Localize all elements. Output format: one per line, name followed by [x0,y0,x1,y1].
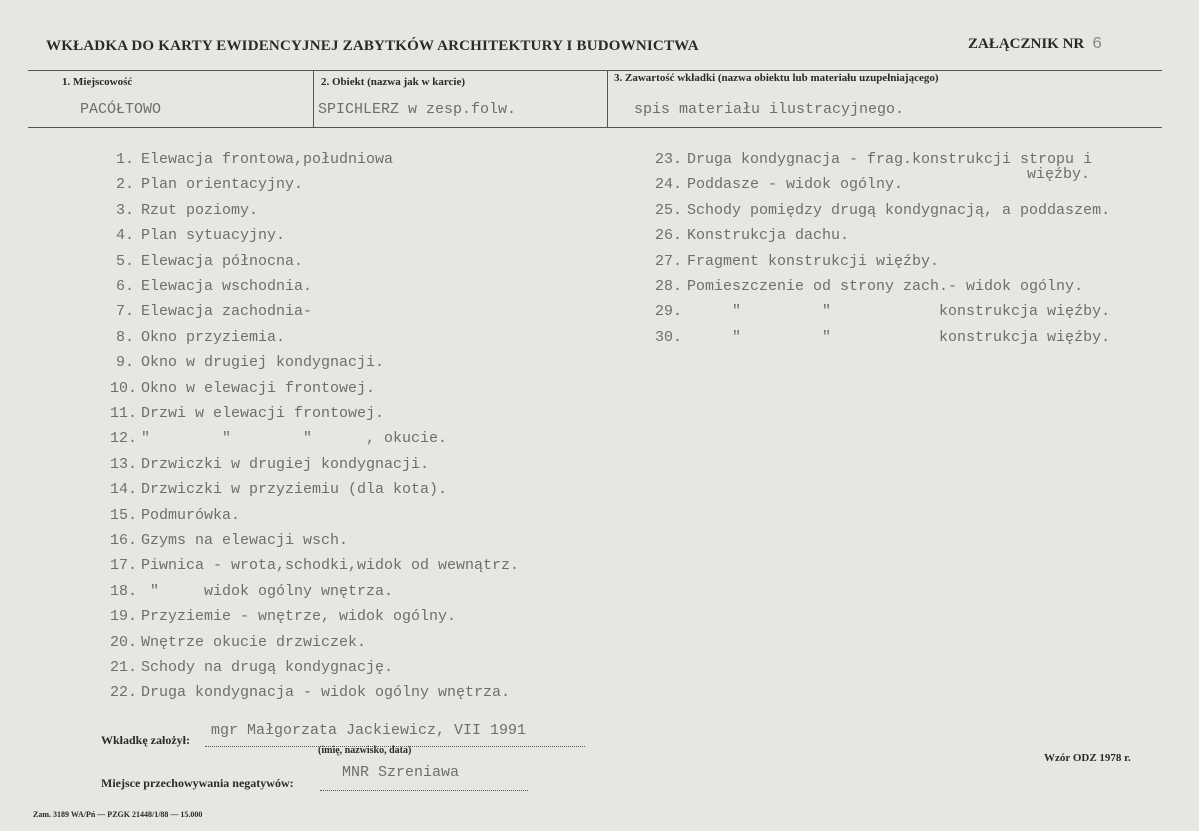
table-bottom-border [28,127,1162,128]
item-text: Plan sytuacyjny. [141,227,286,245]
item-text: " widok ogólny wnętrza. [141,582,394,600]
item-number: 28. [655,278,683,295]
item-text: Poddasze - widok ogólny. [687,176,904,194]
item-number: 4. [115,227,134,245]
item-number: 10. [110,379,138,397]
item-text: Schody na drugą kondygnację. [141,659,394,676]
item-number: 26. [655,227,683,245]
item-number: 8. [115,328,134,346]
item-23-continuation: więźby. [1027,166,1091,183]
column-divider-2 [607,70,608,128]
item-text: Druga kondygnacja - widok ogólny wnętrza. [141,684,511,702]
annex-number: 6 [1092,35,1103,54]
item-text: Elewacja zachodnia- [141,303,313,321]
annex-label [968,35,1102,54]
miejsce-value: MNR Szreniawa [342,764,460,781]
item-text: Podmurówka. [141,506,241,524]
form-template-version: Wzór ODZ 1978 r. [1044,752,1131,764]
item-number: 6. [115,278,134,295]
item-number: 27. [655,252,683,270]
item-number: 7. [115,303,134,321]
item-text: Druga kondygnacja - frag.konstrukcji stropu i [687,151,1093,168]
item-number: 16. [110,532,138,549]
item-text: Schody pomiędzy drugą kondygnacją, a poddaszem. [687,201,1111,219]
item-text: Fragment konstrukcji więźby. [687,252,940,270]
item-text: Piwnica - wrota,schodki,widok od wewnątrz. [141,557,520,575]
item-number: 12. [110,430,138,448]
item-number: 24. [655,176,683,194]
item-text: Rzut poziomy. [141,201,259,219]
obiekt-value: SPICHLERZ w zesp.folw. [318,101,517,118]
zalozyl-label: Wkładkę założył: [101,733,190,747]
item-number: 18. [110,582,138,600]
form-title: WKŁADKA DO KARTY EWIDENCYJNEJ ZABYTKÓW ARCHITEKTURY I BUDOWNICTWA [46,38,699,54]
miejsce-line [320,790,528,791]
item-number: 19. [110,608,138,626]
zalozyl-value: mgr Małgorzata Jackiewicz, VII 1991 [211,722,527,739]
item-text: Elewacja frontowa,południowa [141,151,394,168]
item-text: " " konstrukcja więźby. [687,328,1111,346]
item-text: Okno w drugiej kondygnacji. [141,354,385,372]
miejscowosc-label: 1. Miejscowość [62,76,133,88]
item-number: 11. [110,405,138,422]
item-number: 30. [655,328,683,346]
item-text: Elewacja północna. [141,252,304,270]
table-top-border [28,70,1162,71]
item-text: Drzwiczki w przyziemiu (dla kota). [141,481,448,499]
item-number: 23. [655,151,683,168]
item-text: Plan orientacyjny. [141,176,304,194]
item-number: 20. [110,633,138,651]
item-number: 15. [110,506,138,524]
item-number: 1. [115,151,134,168]
item-number: 22. [110,684,138,702]
item-text: Wnętrze okucie drzwiczek. [141,633,367,651]
item-text: Pomieszczenie od strony zach.- widok ogólny. [687,278,1084,295]
item-number: 13. [110,455,138,473]
item-text: " " konstrukcja więźby. [687,303,1111,321]
item-text: Drzwiczki w drugiej kondygnacji. [141,455,430,473]
item-text: Okno przyziemia. [141,328,286,346]
annex-label-text: ZAŁĄCZNIK NR [968,36,1085,52]
item-number: 3. [115,201,134,219]
item-number: 5. [115,252,134,270]
item-number: 29. [655,303,683,321]
item-number: 17. [110,557,138,575]
item-number: 25. [655,201,683,219]
miejsce-label: Miejsce przechowywania negatywów: [101,776,294,790]
item-text: Elewacja wschodnia. [141,278,313,295]
item-number: 2. [115,176,134,194]
item-text: Gzyms na elewacji wsch. [141,532,349,549]
miejscowosc-value: PACÓŁTOWO [80,101,162,118]
zalozyl-hint: (imię, nazwisko, data) [318,745,412,756]
item-number: 9. [115,354,134,372]
obiekt-label: 2. Obiekt (nazwa jak w karcie) [321,76,466,88]
item-number: 21. [110,659,138,676]
print-info: Zam. 3189 WA/Pń — PZGK 21448/1/88 — 15.000 [33,810,203,819]
zawartosc-value: spis materiału ilustracyjnego. [634,101,905,118]
zawartosc-label: 3. Zawartość wkładki (nazwa obiektu lub materiału uzupełniającego) [614,72,939,84]
item-number: 14. [110,481,138,499]
item-text: Drzwi w elewacji frontowej. [141,405,385,422]
item-text: Przyziemie - wnętrze, widok ogólny. [141,608,457,626]
item-text: Konstrukcja dachu. [687,227,850,245]
item-text: Okno w elewacji frontowej. [141,379,376,397]
column-divider-1 [313,70,314,128]
item-text: " " " , okucie. [141,430,448,448]
